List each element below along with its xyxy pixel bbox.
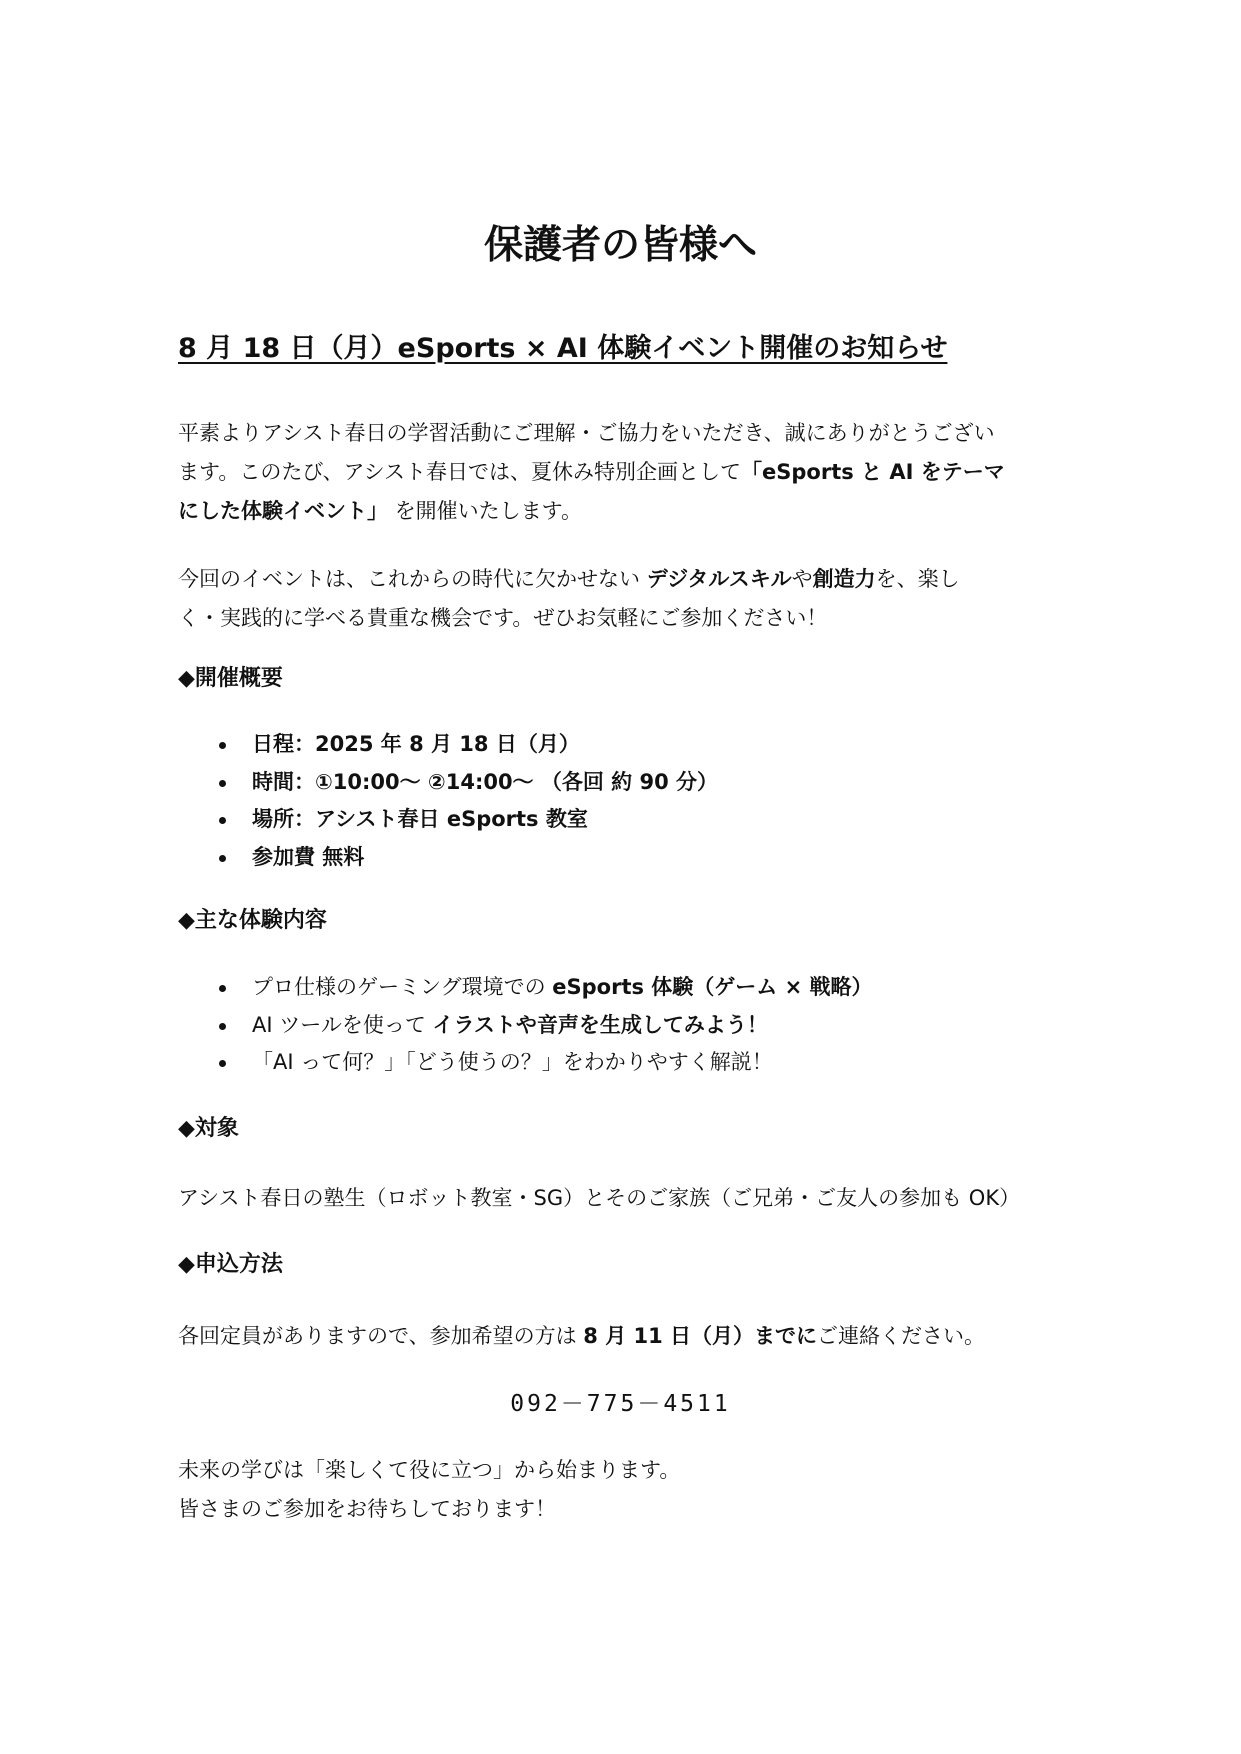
list-item <box>0 801 1241 839</box>
overview-fee: 参加費 無料 <box>252 844 365 869</box>
event-subtitle: 8 月 18 日（月）eSports × AI 体験イベント開催のお知らせ <box>178 333 948 364</box>
page-title: 保護者の皆様へ <box>483 223 757 268</box>
purpose-connector: や <box>791 567 813 591</box>
bullet-icon <box>219 1023 226 1030</box>
contents-list <box>0 969 1241 1082</box>
target-heading: ◆対象 <box>178 1116 239 1141</box>
purpose-paragraph <box>178 560 1058 638</box>
intro-line2: ます。このたび、アシスト春日では、夏休み特別企画として <box>178 460 742 484</box>
overview-heading: ◆開催概要 <box>178 666 283 691</box>
target-text: アシスト春日の塾生（ロボット教室・SG）とそのご家族（ご兄弟・ご友人の参加も OK） <box>178 1186 1021 1210</box>
bullet-icon <box>219 817 226 824</box>
apply-text-end: ご連絡ください。 <box>817 1324 986 1348</box>
contents-item1-text: プロ仕様のゲーミング環境での <box>252 975 553 999</box>
contents-item3-text: 「AI って何？」「どう使うの？」をわかりやすく解説！ <box>252 1050 773 1074</box>
overview-place: 場所：アシスト春日 eSports 教室 <box>252 807 588 831</box>
purpose-text: 今回のイベントは、これからの時代に欠かせない <box>178 567 647 591</box>
intro-line3: を開催いたします。 <box>394 499 583 523</box>
list-item <box>0 764 1241 802</box>
closing-line1: 未来の学びは「楽しくて役に立つ」から始まります。 <box>178 1458 681 1482</box>
overview-time: 時間：①10:00～ ②14:00～ （各回 約 90 分） <box>252 769 719 794</box>
apply-text-plain: 各回定員がありますので、参加希望の方は <box>178 1324 584 1348</box>
phone-number: 092－775－4511 <box>510 1391 731 1417</box>
intro-line2-emphasis: 「eSports と AI をテーマ <box>741 460 1005 484</box>
intro-line1: 平素よりアシスト春日の学習活動にご理解・ご協力をいただき、誠にありがとうござい <box>178 421 995 445</box>
bullet-icon <box>219 742 226 749</box>
list-item <box>0 726 1241 764</box>
purpose-text-end: を、楽し <box>875 567 960 591</box>
purpose-line2: く・実践的に学べる貴重な機会です。ぜひお気軽にご参加ください！ <box>178 606 828 630</box>
bullet-icon <box>219 985 226 992</box>
list-item <box>0 1044 1241 1082</box>
bullet-icon <box>219 855 226 862</box>
overview-date: 日程：2025 年 8 月 18 日（月） <box>252 732 580 756</box>
digital-skill-emphasis: デジタルスキル <box>646 567 792 591</box>
intro-paragraph <box>178 414 1058 531</box>
apply-heading: ◆申込方法 <box>178 1252 283 1277</box>
list-item <box>0 969 1241 1007</box>
closing-paragraph <box>178 1451 1058 1529</box>
list-item <box>0 1007 1241 1045</box>
creativity-emphasis: 創造力 <box>812 567 876 591</box>
apply-text <box>178 1317 1058 1356</box>
contents-heading: ◆主な体験内容 <box>178 908 327 933</box>
overview-list <box>0 726 1241 876</box>
contents-item2-text: AI ツールを使って <box>252 1012 433 1037</box>
bullet-icon <box>219 1060 226 1067</box>
contents-item2-emphasis: イラストや音声を生成してみよう！ <box>432 1012 768 1037</box>
apply-deadline: 8 月 11 日（月）までに <box>583 1324 818 1348</box>
intro-line3-emphasis: にした体験イベント」 <box>178 499 388 523</box>
closing-line2: 皆さまのご参加をお待ちしております！ <box>178 1497 556 1521</box>
list-item <box>0 839 1241 877</box>
contents-item1-emphasis: eSports 体験（ゲーム × 戦略） <box>552 975 873 999</box>
bullet-icon <box>219 780 226 787</box>
